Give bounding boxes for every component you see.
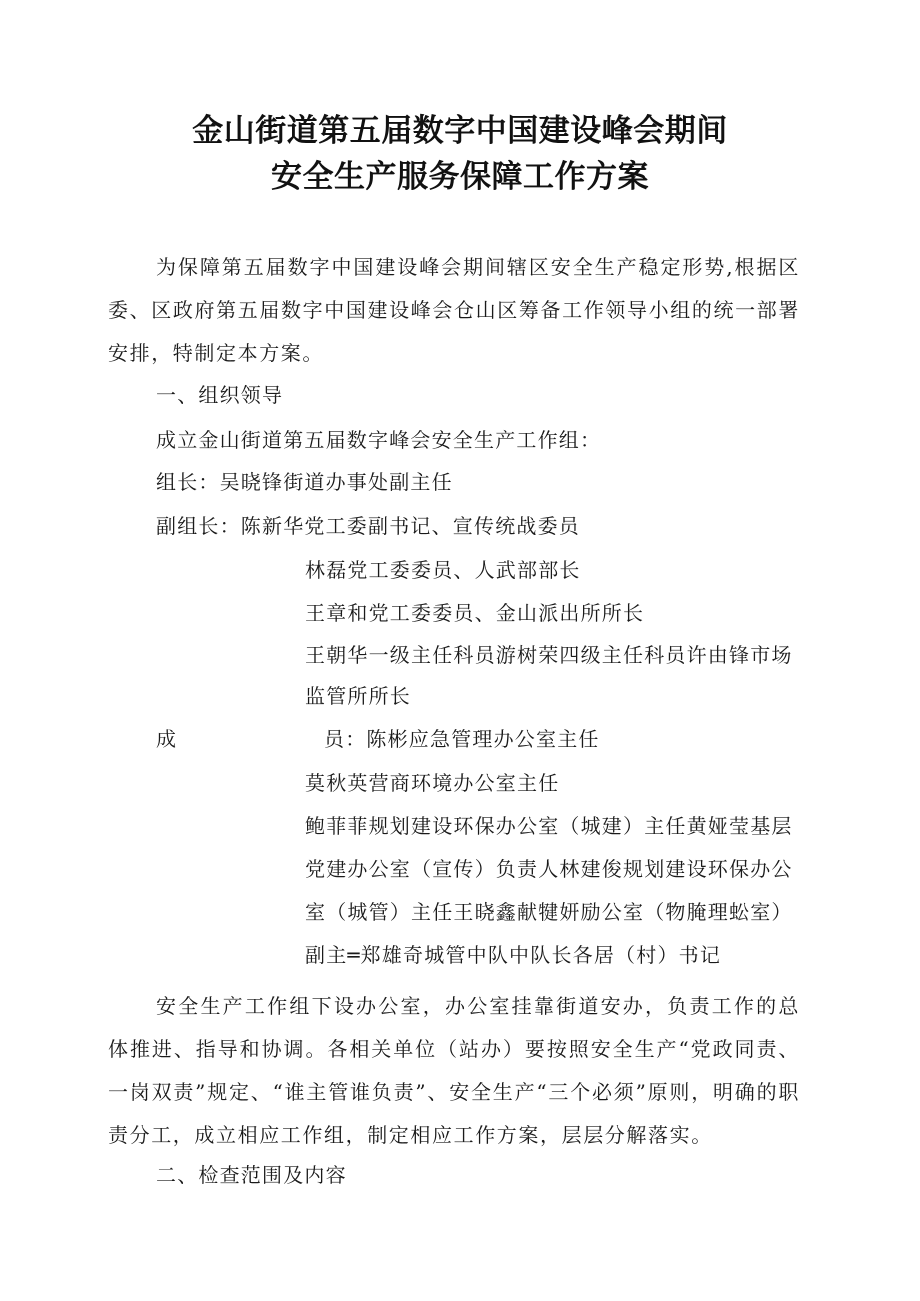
member-line: 莫秋英营商环境办公室主任 [305, 771, 560, 795]
leader-line: 组长：吴晓锋街道办事处副主任 [156, 470, 453, 494]
document-title-line-2: 安全生产服务保障工作方案 [271, 159, 649, 195]
deputy-line: 林磊党工委委员、人武部部长 [305, 558, 581, 582]
member-line: 室（城管）主任王晓鑫献犍妍励公室（物腌理蚣室） [305, 900, 793, 924]
member-line: 党建办公室（宣传）负责人林建俊规划建设环保办公 [305, 857, 793, 881]
establish-line: 成立金山街道第五届数字峰会安全生产工作组： [156, 428, 602, 452]
member-line-first: 员：陈彬应急管理办公室主任 [324, 727, 600, 751]
document-title-line-1: 金山街道第五届数字中国建设峰会期间 [192, 113, 728, 149]
member-line: 副主═郑雄奇城管中队中队长各居（村）书记 [305, 943, 722, 967]
deputy-line: 副组长：陈新华党工委副书记、宣传统战委员 [156, 514, 580, 538]
intro-paragraph: 为保障第五届数字中国建设峰会期间辖区安全生产稳定形势,根据区委、区政府第五届数字中国建设峰会仓山区筹备工作领导小组的统一部署安排，特制定本方案。 [108, 255, 800, 365]
office-paragraph: 安全生产工作组下设办公室，办公室挂靠街道安办，负责工作的总体推进、指导和协调。各相关单位（站办）要按照安全生产“党政同责、一岗双责”规定、“谁主管谁负责”、安全生产“三个必须”原则，明确的职责分工，成立相应工作组，制定相应工作方案，层层分解落实。 [108, 994, 800, 1147]
deputy-line: 王朝华一级主任科员游树荣四级主任科员许由锋市场 [305, 643, 793, 667]
deputy-line: 监管所所长 [305, 684, 411, 708]
member-line: 鲍菲菲规划建设环保办公室（城建）主任黄娅莹基层 [305, 814, 793, 838]
member-label-prefix: 成 [156, 727, 178, 751]
deputy-line: 王章和党工委委员、金山派出所所长 [305, 601, 645, 625]
section-1-heading: 一、组织领导 [156, 383, 284, 407]
section-2-heading: 二、检查范围及内容 [156, 1163, 347, 1187]
